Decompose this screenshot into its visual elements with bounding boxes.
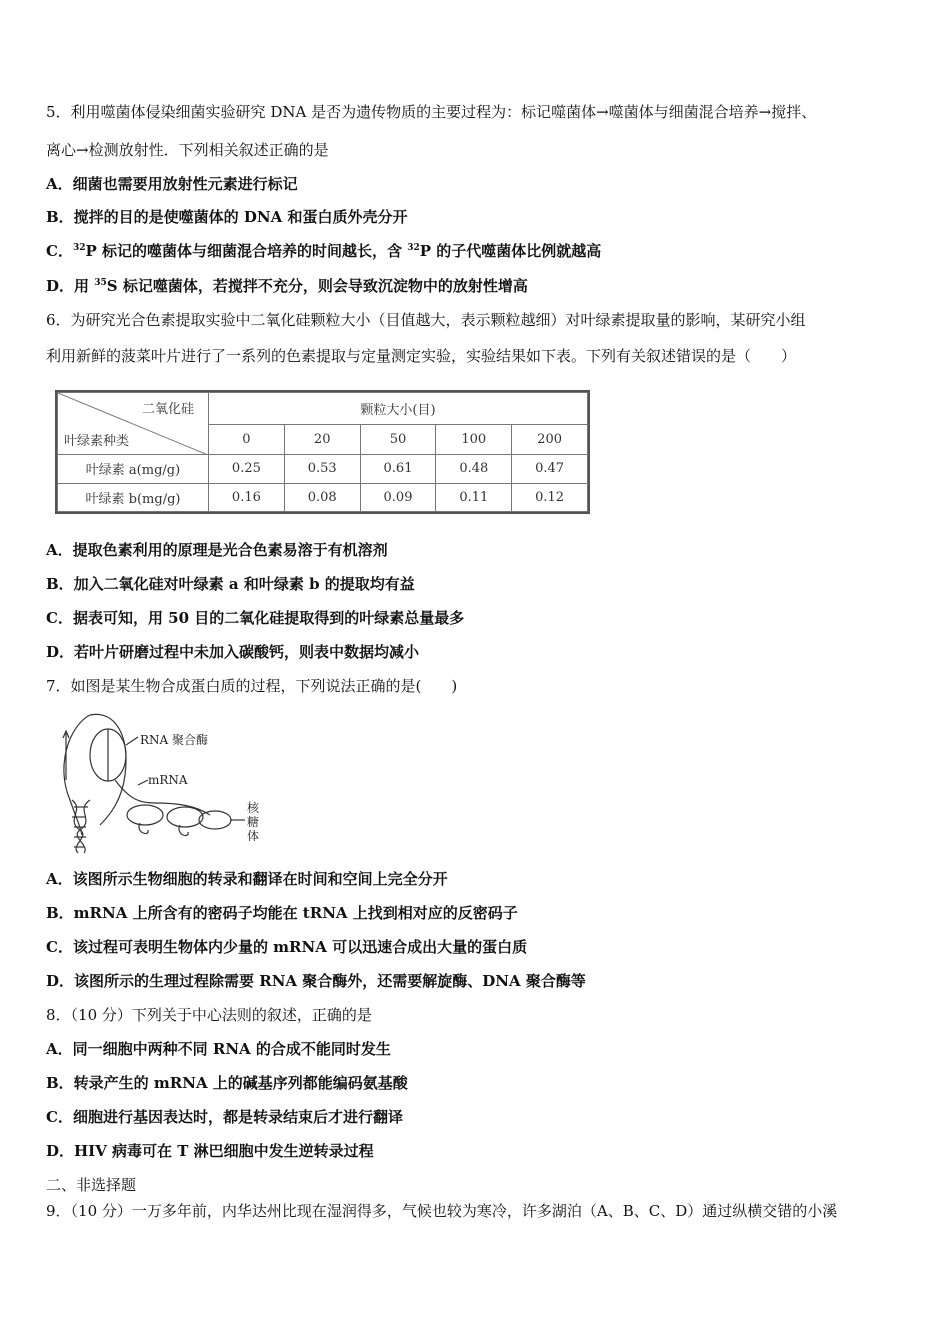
q8-option-b: B．转录产生的 mRNA 上的碱基序列都能编码氨基酸	[46, 1074, 408, 1092]
table-col-header: 100	[436, 425, 512, 455]
table-cell: 0.48	[436, 455, 512, 484]
q6-option-b: B．加入二氧化硅对叶绿素 a 和叶绿素 b 的提取均有益	[46, 575, 415, 593]
table-group-header: 颗粒大小(目)	[209, 393, 588, 425]
table-cell: 0.09	[360, 483, 436, 512]
table-col-header: 20	[284, 425, 360, 455]
table-corner-bottom: 叶绿素种类	[64, 434, 130, 449]
table-cell: 0.53	[284, 455, 360, 484]
q7-stem: 7．如图是某生物合成蛋白质的过程，下列说法正确的是( )	[46, 677, 458, 695]
table-col-header: 50	[360, 425, 436, 455]
table-col-header: 0	[209, 425, 285, 455]
row-label: 叶绿素 a(mg/g)	[58, 455, 209, 484]
q5-c-sup2: 32	[407, 243, 420, 253]
q8-option-c: C．细胞进行基因表达时，都是转录结束后才进行翻译	[46, 1108, 403, 1126]
q8-option-a: A．同一细胞中两种不同 RNA 的合成不能同时发生	[46, 1040, 391, 1058]
q7-option-b: B．mRNA 上所含有的密码子均能在 tRNA 上找到相对应的反密码子	[46, 904, 518, 922]
q5-stem-line1: 5．利用噬菌体侵染细菌实验研究 DNA 是否为遗传物质的主要过程为：标记噬菌体→噬菌体与细菌混合培养→搅拌、	[46, 103, 817, 121]
label-mrna: mRNA	[148, 773, 188, 787]
table-cell: 0.61	[360, 455, 436, 484]
q5-option-c	[46, 241, 601, 261]
q5-d-sup: 35	[94, 278, 107, 288]
table-cell: 0.08	[284, 483, 360, 512]
chlorophyll-table	[55, 390, 590, 514]
q5-option-d	[46, 276, 528, 296]
q5-option-a: A．细菌也需要用放射性元素进行标记	[46, 175, 298, 193]
q5-c-pre: C．	[46, 242, 73, 260]
table-col-header: 200	[512, 425, 588, 455]
q7-option-a: A．该图所示生物细胞的转录和翻译在时间和空间上完全分开	[46, 870, 448, 888]
q5-c-sup1: 32	[72, 243, 86, 253]
q8-option-d: D．HIV 病毒可在 T 淋巴细胞中发生逆转录过程	[46, 1142, 374, 1160]
q7-option-d: D．该图所示的生理过程除需要 RNA 聚合酶外，还需要解旋酶、DNA 聚合酶等	[46, 972, 586, 990]
table-cell: 0.11	[436, 483, 512, 512]
table-cell: 0.12	[512, 483, 588, 512]
transcription-translation-figure	[60, 705, 270, 855]
section-heading: 二、非选择题	[46, 1176, 137, 1194]
q5-stem-line2: 离心→检测放射性．下列相关叙述正确的是	[46, 141, 329, 159]
q8-stem: 8．（10 分）下列关于中心法则的叙述，正确的是	[46, 1006, 372, 1024]
q6-option-c: C．据表可知，用 50 目的二氧化硅提取得到的叶绿素总量最多	[46, 609, 465, 627]
q5-c-post: P 的子代噬菌体比例就越高	[419, 242, 602, 260]
q5-c-mid: P 标记的噬菌体与细菌混合培养的时间越长，含	[85, 242, 408, 260]
table-row	[58, 455, 588, 484]
q5-option-b: B．搅拌的目的是使噬菌体的 DNA 和蛋白质外壳分开	[46, 208, 408, 226]
q5-d-pre: D．用	[46, 277, 95, 295]
table-cell: 0.25	[209, 455, 285, 484]
label-rna-polymerase: RNA 聚合酶	[140, 733, 209, 747]
row-label: 叶绿素 b(mg/g)	[58, 483, 209, 512]
table-row	[58, 483, 588, 512]
q7-option-c: C．该过程可表明生物体内少量的 mRNA 可以迅速合成出大量的蛋白质	[46, 938, 528, 956]
q6-stem-line1: 6．为研究光合色素提取实验中二氧化硅颗粒大小（目值越大，表示颗粒越细）对叶绿素提取量的影响，某研究小组	[46, 311, 806, 329]
q5-d-post: S 标记噬菌体，若搅拌不充分，则会导致沉淀物中的放射性增高	[106, 277, 528, 295]
table-cell: 0.47	[512, 455, 588, 484]
table-corner-cell	[58, 393, 209, 455]
table-cell: 0.16	[209, 483, 285, 512]
q6-stem-line2: 利用新鲜的菠菜叶片进行了一系列的色素提取与定量测定实验，实验结果如下表。下列有关叙述错误的是（ ）	[46, 347, 797, 365]
label-ribosome: 核糖体	[247, 801, 260, 843]
q9-stem: 9．（10 分）一万多年前，内华达州比现在湿润得多，气候也较为寒冷，许多湖泊（A、B、C、D）通过纵横交错的小溪	[46, 1202, 838, 1220]
q6-option-a: A．提取色素利用的原理是光合色素易溶于有机溶剂	[46, 541, 388, 559]
q6-option-d: D．若叶片研磨过程中未加入碳酸钙，则表中数据均减小	[46, 643, 420, 661]
table-corner-top: 二氧化硅	[141, 402, 194, 417]
